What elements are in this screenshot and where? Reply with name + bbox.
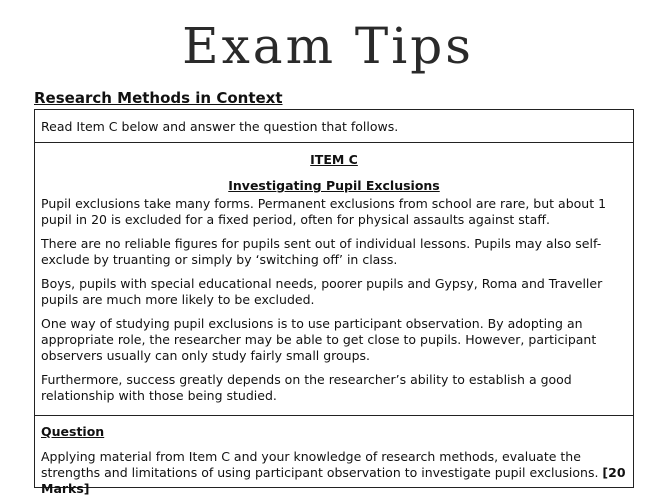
instruction-text: Read Item C below and answer the question that follows. <box>41 119 399 134</box>
section-heading: Research Methods in Context <box>34 89 283 107</box>
item-paragraph: One way of studying pupil exclusions is to use participant observation. By adopting an appropriate role, the researcher may be able to get close to pupils. However, participant observers usually can only study fairly small groups. <box>41 316 597 363</box>
item-title: Investigating Pupil Exclusions <box>228 178 440 193</box>
question-text: Applying material from Item C and your knowledge of research methods, evaluate the strengths and limitations of using participant observation to investigate pupil exclusions. <box>41 449 599 480</box>
question-body <box>41 449 627 497</box>
item-label: ITEM C <box>310 152 358 167</box>
item-paragraph: Pupil exclusions take many forms. Permanent exclusions from school are rare, but about 1 pupil in 20 is excluded for a fixed period, often for physical assaults against staff. <box>41 196 607 227</box>
page-title: Exam Tips <box>182 17 474 75</box>
item-paragraph: Furthermore, success greatly depends on the researcher’s ability to establish a good relationship with those being studied. <box>41 372 572 403</box>
item-paragraph: There are no reliable figures for pupils sent out of individual lessons. Pupils may also self-exclude by truanting or simply by ‘switching off’ in class. <box>41 236 602 267</box>
question-marks: [20 Marks] <box>41 465 626 496</box>
question-label: Question <box>41 424 105 439</box>
question-box <box>34 415 634 496</box>
item-c-box <box>34 142 634 416</box>
item-paragraph: Boys, pupils with special educational needs, poorer pupils and Gypsy, Roma and Traveller pupils are much more likely to be excluded. <box>41 276 603 307</box>
instruction-box <box>34 109 634 143</box>
